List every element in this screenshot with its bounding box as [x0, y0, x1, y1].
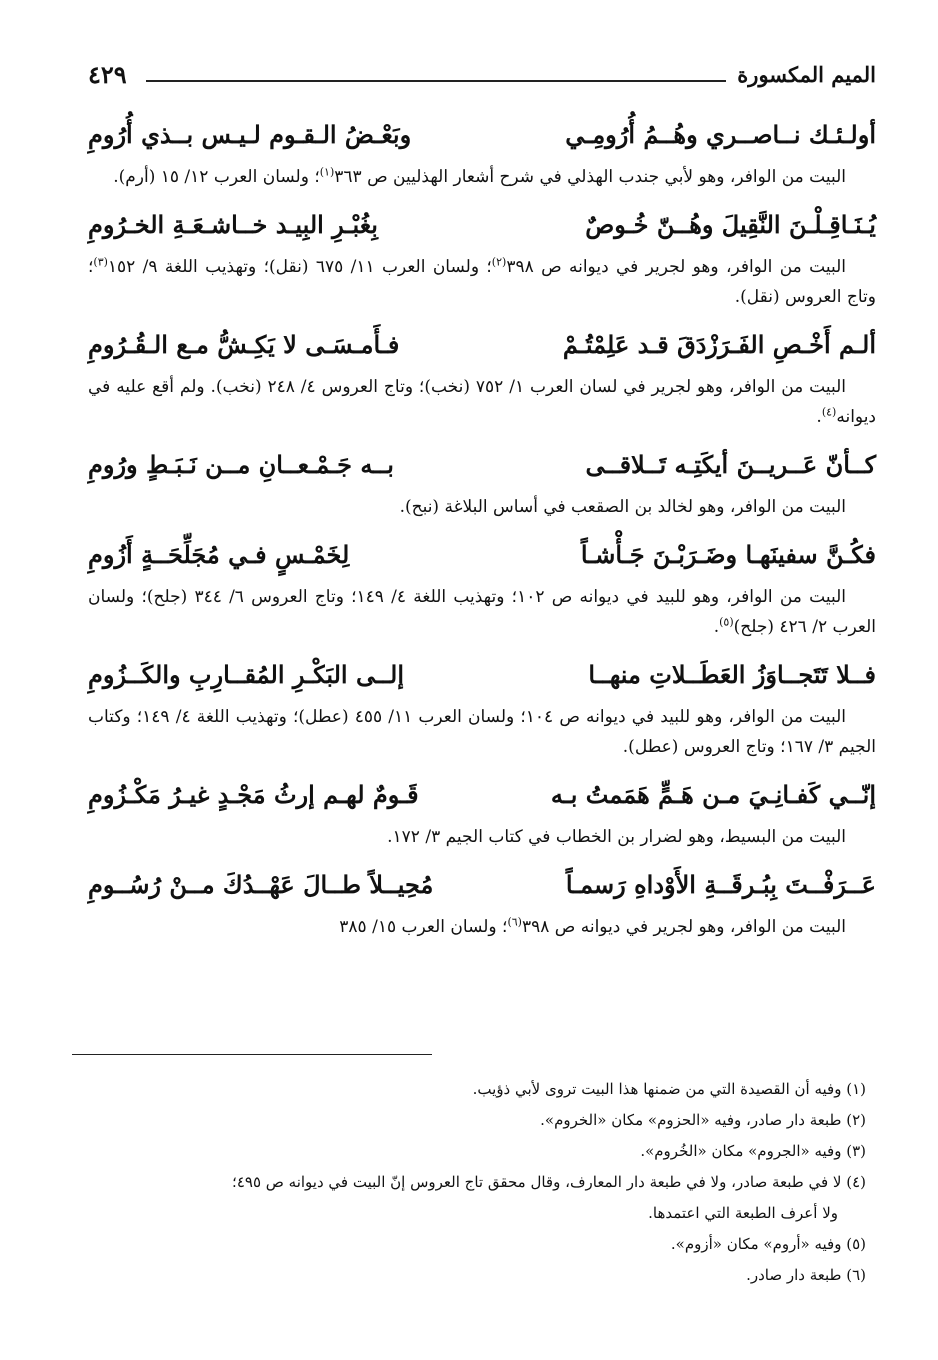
verse-first-hemistich: فــلا تَتَجــاوَزُ العَطَــلاتِ منهــا	[588, 660, 876, 689]
footnote-text: (٦) طبعة دار صادر.	[746, 1266, 866, 1284]
entry	[88, 648, 876, 762]
footnote-ref[interactable]: (٦)	[507, 915, 522, 929]
footnote	[66, 1136, 866, 1167]
commentary	[88, 162, 876, 192]
footnote-ref[interactable]: (٢)	[491, 255, 507, 269]
footnote-ref[interactable]: (٣)	[93, 255, 108, 269]
entry	[88, 528, 876, 642]
footnote	[66, 1074, 866, 1105]
verse-line	[88, 198, 876, 252]
header-rule	[146, 80, 726, 82]
commentary	[88, 702, 876, 762]
verse-line	[88, 858, 876, 912]
chapter-title: الميم المكسورة	[737, 62, 876, 87]
footnote	[66, 1105, 866, 1136]
commentary	[88, 372, 876, 432]
verse-first-hemistich: فكُـنَّ سفينَهـا وضَـرَبْـنَ جَـأْشـاً	[580, 540, 876, 569]
commentary-text: ؛ ولسان العرب ١٥/ ٣٨٥	[339, 917, 508, 937]
commentary-text: .	[816, 407, 822, 427]
footnote-ref[interactable]: (٥)	[719, 615, 734, 629]
verse-first-hemistich: إنّــي كَفـانِـيَ مـن هَـمٍّ هَمَمتُ بـه	[550, 780, 876, 809]
commentary	[88, 582, 876, 642]
entry	[88, 858, 876, 942]
commentary	[88, 912, 876, 942]
commentary-text: البيت من الوافر، وهو لأبي جندب الهذلي في شرح أشعار الهذليين ص ٣٦٣	[334, 167, 846, 187]
verse-first-hemistich: عَــرَفْــتَ بِبُـرقَــةِ الأَوْداهِ رَسمـاً	[565, 870, 876, 899]
commentary	[88, 822, 876, 852]
verse-line	[88, 768, 876, 822]
entry	[88, 108, 876, 192]
verse-second-hemistich: مُحِيــلاً طــالَ عَهْــدُكَ مــنْ رُسُــومِ	[88, 870, 434, 899]
verse-second-hemistich: وبَعْـضُ الـقـوم لـيـس بــذي أُرُومِ	[88, 120, 412, 149]
verse-second-hemistich: إلــى البَكْـرِ المُقــارِبِ والكَــزُومِ	[88, 660, 404, 689]
footnote-continuation: ولا أعرف الطبعة التي اعتمدها.	[648, 1204, 838, 1222]
commentary-text: .	[713, 617, 720, 637]
commentary-text: ؛ وتاج العروس (نقل).	[88, 257, 876, 307]
verse-first-hemistich: أولـئـك نــاصــري وهُــمُ أُرُومِـي	[565, 120, 876, 149]
commentary-text: ؛ ولسان العرب ١٢/ ١٥ (أرم).	[113, 167, 320, 187]
verse-line	[88, 318, 876, 372]
verse-line	[88, 108, 876, 162]
footnote-ref[interactable]: (١)	[319, 165, 335, 179]
verse-first-hemistich: كــأنّ عَــريــنَ أيكَتِـه تَــلاقــى	[585, 450, 876, 479]
footnote-text: (٤) لا في طبعة صادر، ولا في طبعة دار المعارف، وقال محقق تاج العروس إنّ البيت في ديوانه ص ٤٩٥؛	[232, 1173, 866, 1191]
footnote	[66, 1260, 866, 1291]
verse-second-hemistich: بِغُبْـرِ البِيـد خــاشـعَـةِ الخـرُومِ	[88, 210, 378, 239]
entry	[88, 768, 876, 852]
verse-second-hemistich: بــه جَـمْـعــانِ مــن نَـبَـطٍ ورُومِ	[88, 450, 394, 479]
footnote-text: (٣) وفيه «الجروم» مكان «الخُروم».	[640, 1142, 866, 1160]
footnote-text: (١) وفيه أن القصيدة التي من ضمنها هذا البيت تروى لأبي ذؤيب.	[472, 1080, 866, 1098]
commentary-text: البيت من الوافر، وهو لخالد بن الصقعب في أساس البلاغة (نبح).	[399, 497, 846, 517]
verse-first-hemistich: ألـم أَخْـصِ الفَـرَزْدَقَ قـد عَلِمْتُـمْ	[562, 330, 876, 359]
footnotes	[66, 1074, 866, 1291]
verse-line	[88, 648, 876, 702]
footnote	[66, 1229, 866, 1260]
running-header	[88, 60, 876, 100]
footnote-ref[interactable]: (٤)	[821, 405, 837, 419]
footnote-text: (٢) طبعة دار صادر، وفيه «الحزوم» مكان «الخروم».	[540, 1111, 866, 1129]
entry	[88, 198, 876, 312]
commentary	[88, 492, 876, 522]
commentary-text: البيت من البسيط، وهو لضرار بن الخطاب في كتاب الجيم ٣/ ١٧٢.	[387, 827, 846, 847]
page-body	[88, 108, 876, 948]
verse-second-hemistich: فـأَمـسَـى لا يَكِـشُّ مـع الـقُـرُومِ	[88, 330, 400, 359]
verse-second-hemistich: لِخَمْـسٍ فـي مُجَلِّحَــةٍ أَزُومِ	[88, 540, 350, 569]
commentary-text: البيت من الوافر، وهو لجرير في ديوانه ص ٣٩٨	[521, 917, 846, 937]
verse-second-hemistich: قَـومٌ لهـم إرثُ مَجْـدٍ غيـرُ مَكْـزُومِ	[88, 780, 419, 809]
commentary	[88, 252, 876, 312]
entry	[88, 318, 876, 432]
entry	[88, 438, 876, 522]
page-number: ٤٢٩	[88, 60, 127, 89]
commentary-text: البيت من الوافر، وهو للبيد في ديوانه ص ١٠٤؛ ولسان العرب ١١/ ٤٥٥ (عطل)؛ وتهذيب اللغة ٤/ ١٤٩؛ وكتاب الجيم ٣/ ١٦٧؛ وتاج العروس (عطل).	[88, 707, 876, 757]
footnote	[66, 1167, 866, 1229]
commentary-text: البيت من الوافر، وهو لجرير في ديوانه ص ٣٩٨	[506, 257, 846, 277]
verse-first-hemistich: يُـنَـاقِـلْـنَ النَّقِيلَ وهُــنّ خُـوصٌ	[585, 210, 876, 239]
verse-line	[88, 438, 876, 492]
commentary-text: البيت من الوافر، وهو لجرير في لسان العرب ١/ ٧٥٢ (نخب)؛ وتاج العروس ٤/ ٢٤٨ (نخب). ولم أقع عليه في ديوانه	[88, 377, 876, 427]
commentary-text: ؛ ولسان العرب ١١/ ٦٧٥ (نقل)؛ وتهذيب اللغة ٩/ ١٥٢	[107, 257, 492, 277]
verse-line	[88, 528, 876, 582]
footnote-text: (٥) وفيه «أروم» مكان «أزوم».	[670, 1235, 866, 1253]
commentary-text: البيت من الوافر، وهو للبيد في ديوانه ص ١٠٢؛ وتهذيب اللغة ٤/ ١٤٩؛ وتاج العروس ٦/ ٣٤٤ (جلح)؛ ولسان العرب ٢/ ٤٢٦ (جلح)	[88, 587, 876, 637]
footnote-separator	[72, 1054, 432, 1055]
